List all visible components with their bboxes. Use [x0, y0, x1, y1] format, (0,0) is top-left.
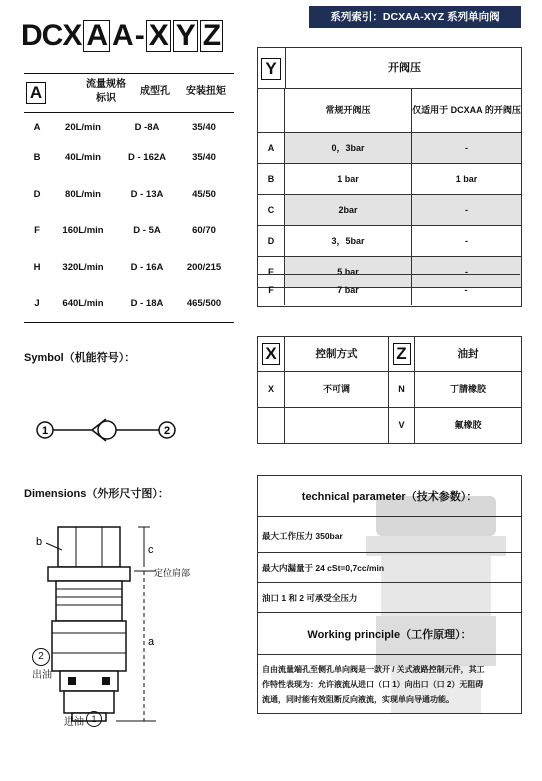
- table-row: [258, 226, 521, 257]
- row-code: H: [33, 262, 41, 273]
- table-y-col2: 仅适用于 DCXAA 的开阀压: [412, 105, 521, 115]
- tech-param-3: 油口 1 和 2 可承受全压力: [262, 593, 358, 603]
- table-row: [24, 188, 234, 224]
- row-flow: 40L/min: [65, 152, 101, 163]
- table-z-letter: Z: [393, 343, 411, 365]
- tech-divider: [258, 552, 521, 553]
- table-row: [24, 297, 234, 333]
- dimensions-label: Dimensions（外形尺寸图）：: [24, 488, 169, 500]
- hex-body: [58, 527, 120, 567]
- row-normal: 7 bar: [285, 274, 412, 305]
- row-dcxaa: -: [412, 133, 521, 163]
- header-flow-line2: 标识: [96, 93, 116, 104]
- table-x-letter: X: [262, 343, 280, 365]
- table-row: [24, 261, 234, 297]
- table-y-subheader: [258, 88, 521, 133]
- tech-box: [257, 475, 522, 714]
- table-a-header: [24, 73, 234, 113]
- row-normal: 3，5bar: [285, 226, 412, 256]
- table-z-title: 油封: [415, 337, 521, 372]
- model-code: [20, 18, 224, 54]
- table-row: [24, 151, 234, 187]
- row-code: A: [258, 133, 285, 163]
- header-flow-line1: 流量规格: [86, 79, 126, 90]
- row-dcxaa: -: [412, 274, 520, 305]
- dim-b: b: [36, 536, 43, 548]
- table-x-letter-cell: [258, 337, 285, 372]
- table-y: [257, 47, 522, 307]
- working-line: 流通，同时能有效阻断反向液流，实现单向导通功能。: [262, 695, 454, 704]
- upper-shaft: [56, 581, 122, 621]
- row-torque: 35/40: [192, 152, 216, 163]
- row-cavity: D - 18A: [130, 298, 164, 309]
- row-code: X: [258, 372, 285, 408]
- table-row: [258, 133, 521, 164]
- working-title: Working principle（工作原理）：: [307, 629, 472, 641]
- symbol-ball: [98, 421, 116, 439]
- table-row: [257, 274, 522, 305]
- dim-c: c: [148, 544, 154, 556]
- model-a2: A: [112, 19, 133, 52]
- table-y-subheader-empty: [258, 88, 285, 132]
- header-cavity: 成型孔: [140, 86, 170, 97]
- table-a-letter: A: [26, 82, 46, 104]
- port1-number: 1: [41, 425, 49, 437]
- row-normal: 5 bar: [285, 257, 412, 287]
- row-dcxaa: -: [465, 236, 468, 246]
- row-torque: 200/215: [186, 262, 222, 273]
- empty-cell: [258, 408, 285, 443]
- empty-cell: [285, 408, 389, 443]
- row-code: E: [258, 257, 285, 287]
- row-code: D: [33, 189, 41, 200]
- table-a-bottom-rule: [24, 322, 234, 323]
- row-flow: 640L/min: [62, 298, 104, 309]
- table-y-header: [258, 48, 521, 89]
- port2-number: 2: [163, 425, 171, 437]
- row-code: V: [389, 408, 415, 443]
- row-dcxaa: -: [412, 257, 521, 287]
- shoulder-label: 定位肩部: [154, 568, 191, 578]
- tech-param-2: 最大内漏量于 24 cSt=0,7cc/min: [262, 563, 385, 573]
- model-dash: -: [134, 19, 144, 52]
- tech-divider: [258, 516, 521, 517]
- table-y-col1: 常规开阀压: [285, 88, 412, 132]
- row-cavity: D - 16A: [130, 262, 164, 273]
- tech-divider: [258, 654, 521, 655]
- series-banner: 系列索引：DCXAA-XYZ 系列单向阀: [309, 6, 521, 28]
- model-z: Z: [200, 20, 223, 52]
- row-code: N: [389, 372, 415, 408]
- table-x-title: 控制方式: [285, 337, 389, 372]
- row-flow: 20L/min: [65, 122, 101, 133]
- nose: [64, 691, 114, 713]
- working-line: 自由流量端孔至侧孔单向阀是一款开 / 关式液路控制元件，其工: [262, 665, 485, 674]
- row-dcxaa: 1 bar: [455, 174, 478, 184]
- port1-badge: 1: [86, 711, 102, 727]
- check-valve-symbol: [30, 410, 190, 450]
- row-cavity: D - 162A: [127, 152, 166, 163]
- row-normal: 0，3bar: [285, 133, 412, 163]
- inlet-label: 进油: [64, 717, 84, 728]
- model-a1: A: [83, 20, 110, 52]
- header-torque: 安装扭矩: [186, 86, 226, 97]
- row-label: 氟橡胶: [454, 420, 482, 430]
- tech-divider: [258, 612, 521, 613]
- row-normal: 1 bar: [285, 164, 412, 194]
- row-torque: 60/70: [192, 225, 216, 236]
- row-code: F: [34, 225, 40, 236]
- row-flow: 160L/min: [62, 225, 104, 236]
- row-torque: 465/500: [186, 298, 222, 309]
- mid-body: [52, 621, 126, 671]
- valve-shoulder: [366, 536, 506, 556]
- model-y: Y: [173, 20, 198, 52]
- dimension-drawing: [26, 515, 246, 735]
- table-row: [258, 164, 521, 195]
- row-code: C: [258, 195, 285, 225]
- working-line: 作特性表现为：允许液流从进口（口 1）向出口（口 2）无阻碍: [262, 680, 484, 689]
- row-code: J: [34, 298, 40, 309]
- port-hole: [102, 677, 110, 685]
- table-row: [258, 195, 521, 226]
- outlet-label: 出油: [32, 670, 52, 681]
- table-z-letter-cell: [389, 337, 415, 372]
- table-row: [24, 224, 234, 260]
- shoulder: [48, 567, 130, 581]
- row-cavity: D - 13A: [130, 189, 164, 200]
- row-label: 丁腈橡胶: [415, 372, 521, 408]
- row-flow: 80L/min: [65, 189, 101, 200]
- table-y-title: 开阀压: [388, 62, 421, 74]
- row-code: F: [258, 274, 285, 305]
- row-torque: 35/40: [192, 122, 216, 133]
- dim-a: a: [148, 636, 155, 648]
- table-y-header-divider: [285, 48, 286, 88]
- tech-param-1: 最大工作压力 350bar: [262, 531, 343, 541]
- tech-divider: [258, 582, 521, 583]
- row-code: B: [33, 152, 41, 163]
- table-y-letter: Y: [261, 58, 281, 80]
- port-hole: [68, 677, 76, 685]
- symbol-label: Symbol（机能符号）：: [24, 352, 136, 364]
- working-text: [262, 662, 485, 707]
- row-normal: 2bar: [285, 195, 412, 225]
- row-cavity: D - 5A: [133, 225, 161, 236]
- valve-thread: [381, 556, 491, 616]
- model-x: X: [146, 20, 171, 52]
- row-code: B: [258, 164, 285, 194]
- row-torque: 45/50: [192, 189, 216, 200]
- row-label: 不可调: [285, 372, 389, 408]
- row-dcxaa: -: [412, 195, 521, 225]
- model-prefix: DCX: [21, 19, 82, 52]
- row-code: A: [33, 122, 41, 133]
- row-cavity: D -8A: [134, 122, 160, 133]
- table-xz: [257, 336, 522, 444]
- row-code: D: [258, 226, 285, 256]
- row-flow: 320L/min: [62, 262, 104, 273]
- tech-title: technical parameter（技术参数）：: [301, 491, 478, 503]
- port2-badge: 2: [32, 648, 50, 666]
